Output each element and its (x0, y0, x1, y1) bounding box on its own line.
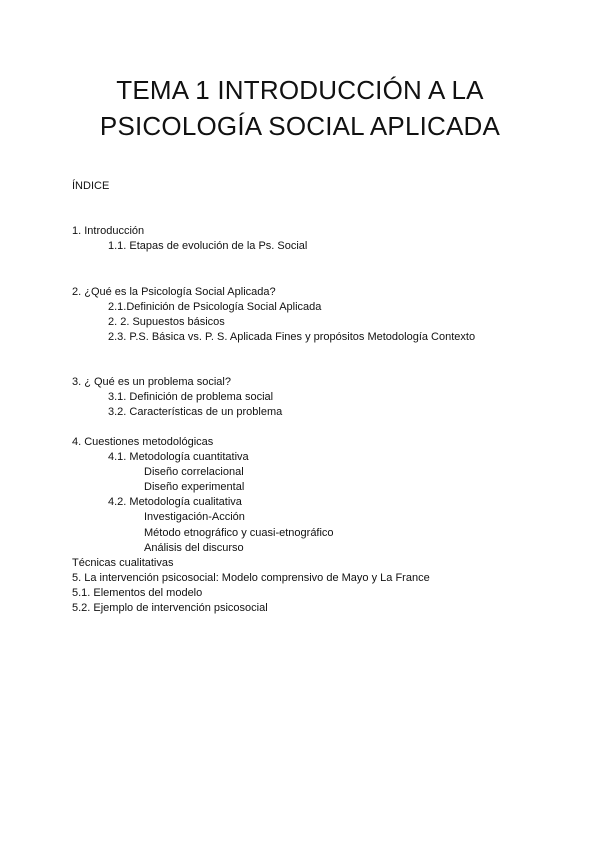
toc-subsection-5-2: 5.2. Ejemplo de intervención psicosocial (72, 602, 268, 614)
toc-subsection-2-3: 2.3. P.S. Básica vs. P. S. Aplicada Fines y propósitos Metodología Contexto (108, 331, 476, 343)
toc-subsection-4-2: 4.2. Metodología cualitativa (108, 496, 242, 508)
toc-section-3: 3. ¿ Qué es un problema social? (72, 376, 231, 388)
toc-subsection-1-1: 1.1. Etapas de evolución de la Ps. Social (108, 240, 308, 252)
toc-subsection-2-1: 2.1.Definición de Psicología Social Aplicada (108, 301, 322, 313)
toc-item-investigacion-accion: Investigación-Acción (144, 511, 245, 523)
toc-item-diseno-correlacional: Diseño correlacional (144, 466, 244, 478)
toc-subsection-4-1: 4.1. Metodología cuantitativa (108, 451, 249, 463)
toc-section-5: 5. La intervención psicosocial: Modelo comprensivo de Mayo y La France (72, 572, 430, 584)
index-heading: ÍNDICE (72, 180, 110, 192)
toc-item-analisis-discurso: Análisis del discurso (144, 542, 244, 554)
toc-item-metodo-etnografico: Método etnográfico y cuasi-etnográfico (144, 527, 334, 539)
toc-section-4: 4. Cuestiones metodológicas (72, 436, 214, 448)
toc-subsection-5-1: 5.1. Elementos del modelo (72, 587, 203, 599)
toc-subsection-3-1: 3.1. Definición de problema social (108, 391, 274, 403)
document-title-line-1: TEMA 1 INTRODUCCIÓN A LA (116, 75, 484, 105)
toc-subsection-2-2: 2. 2. Supuestos básicos (108, 316, 225, 328)
toc-tecnicas-cualitativas: Técnicas cualitativas (72, 557, 174, 569)
toc-item-diseno-experimental: Diseño experimental (144, 481, 245, 493)
document-title-line-2: PSICOLOGÍA SOCIAL APLICADA (99, 111, 501, 141)
toc-section-1: 1. Introducción (72, 225, 145, 237)
toc-section-2: 2. ¿Qué es la Psicología Social Aplicada? (72, 286, 276, 298)
toc-subsection-3-2: 3.2. Características de un problema (108, 406, 283, 418)
